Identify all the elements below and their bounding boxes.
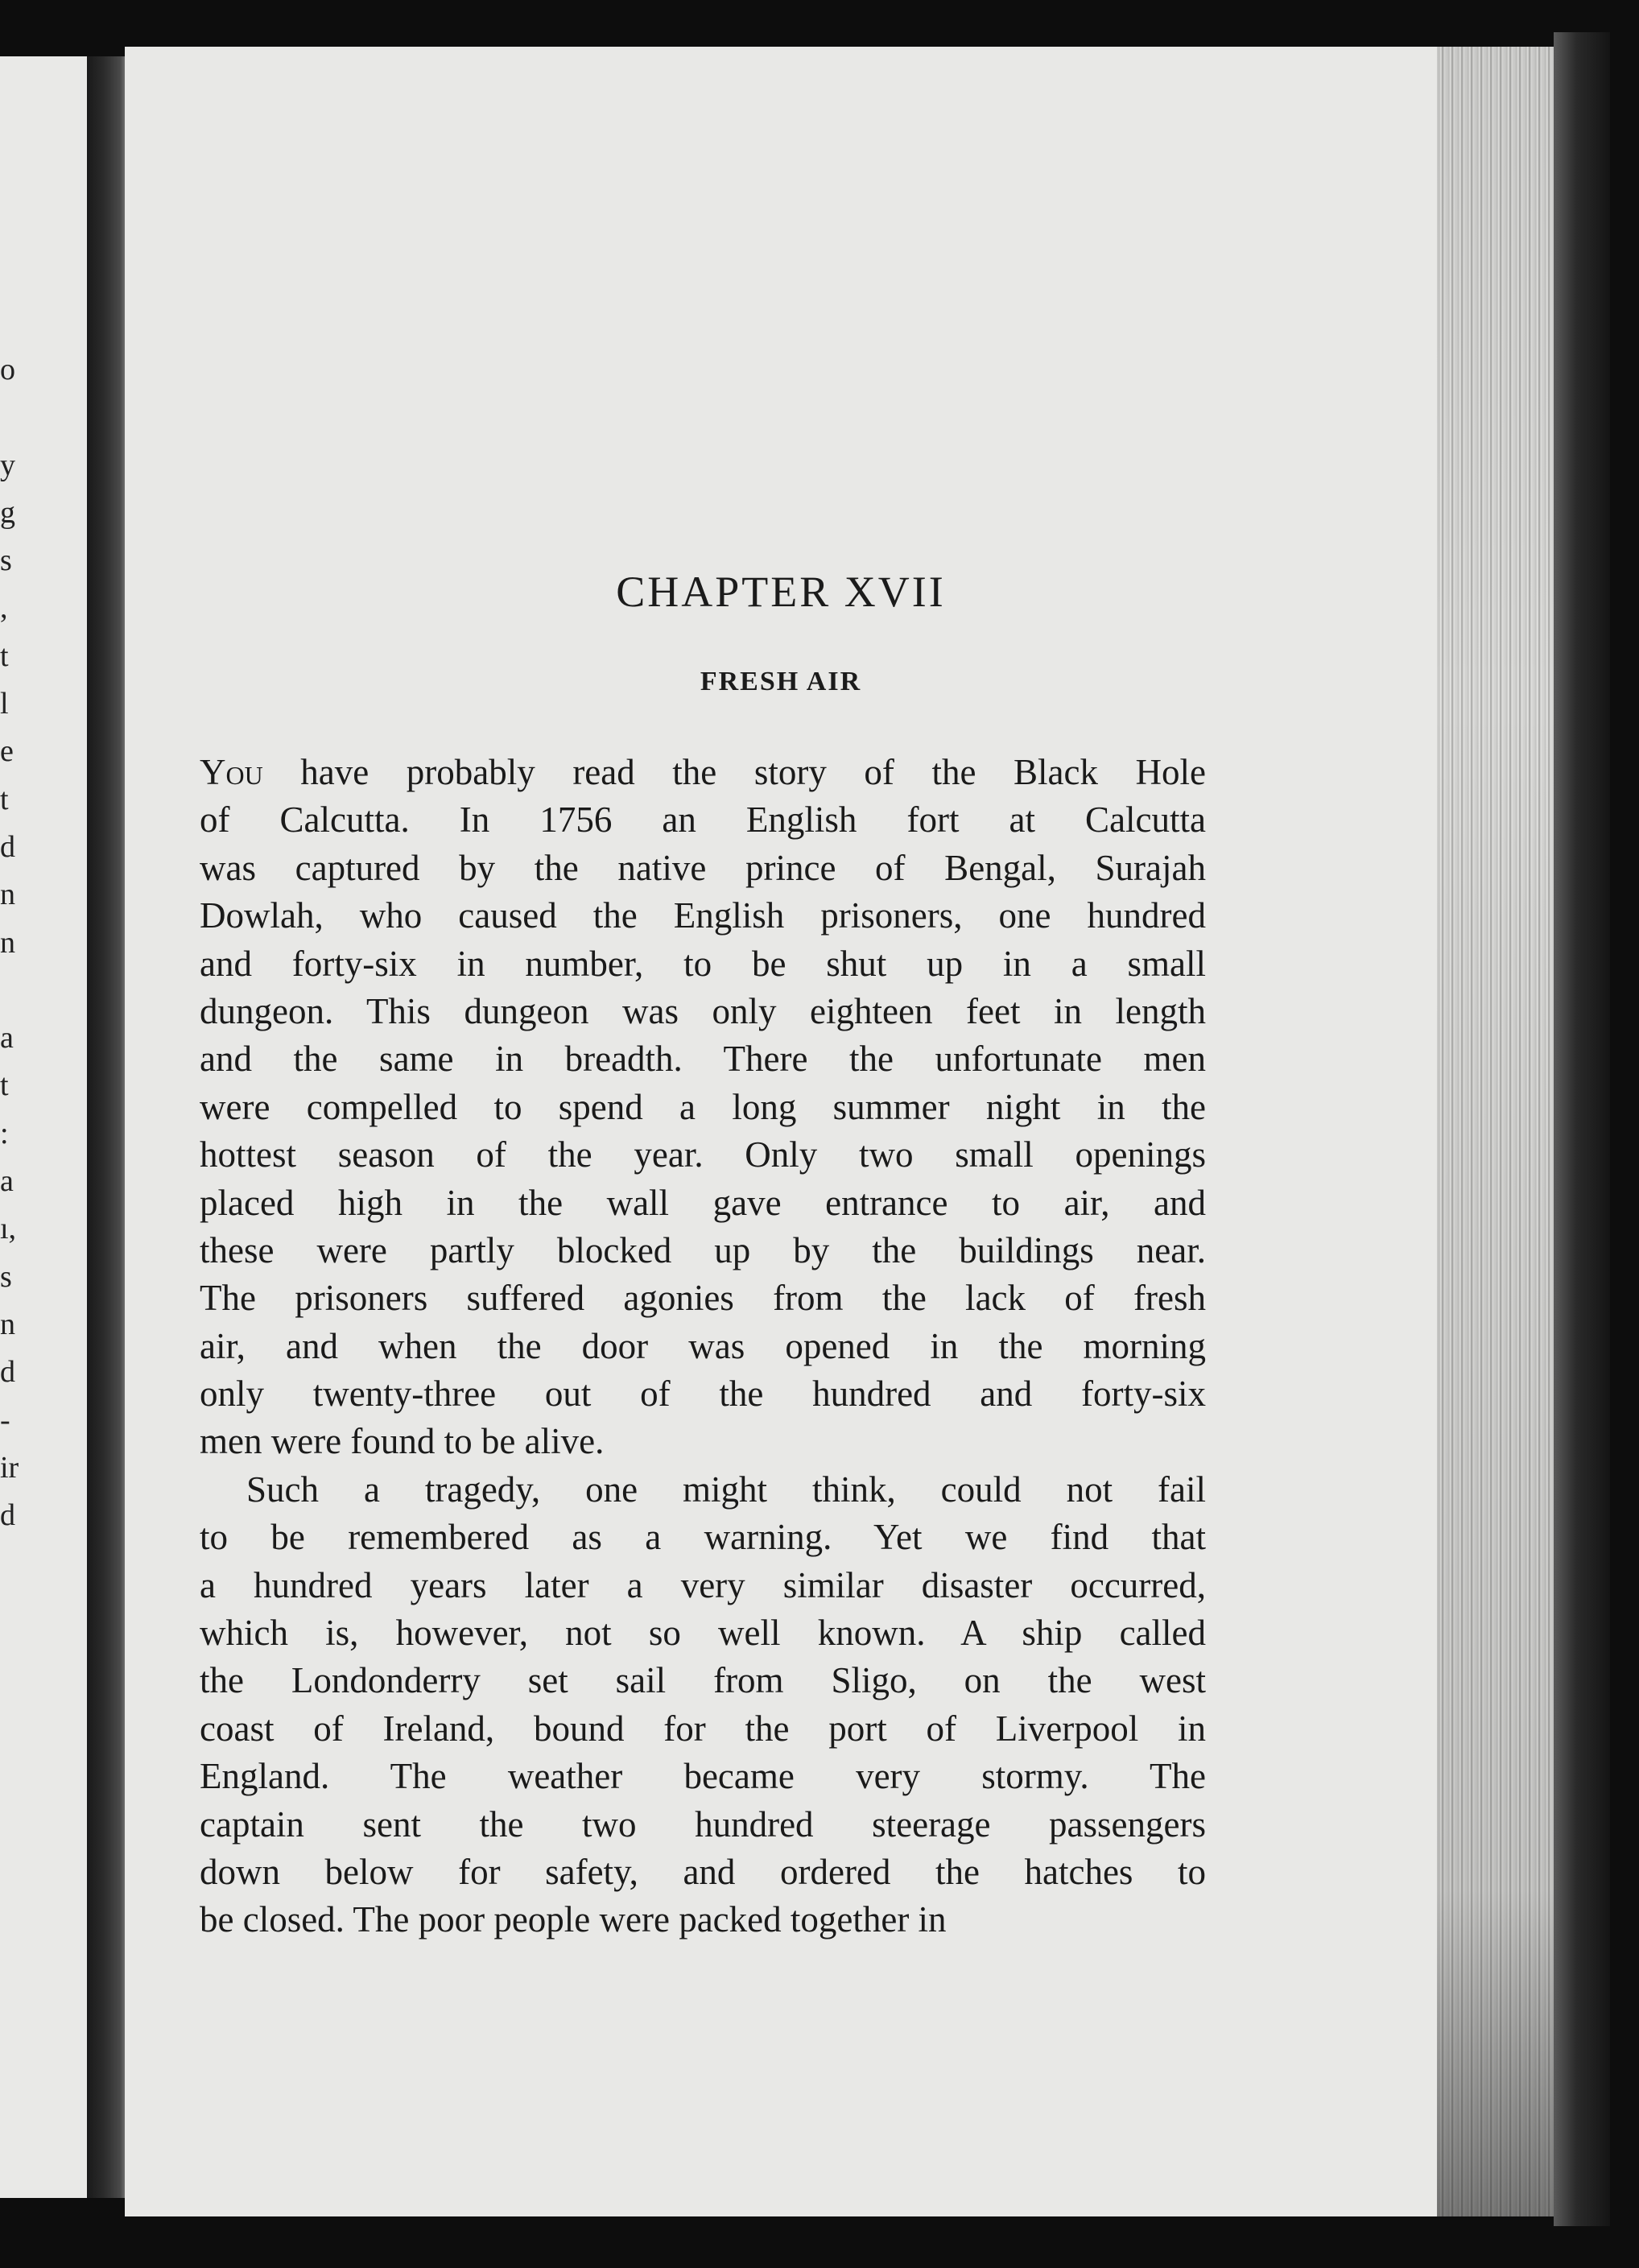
text-line: dungeon. This dungeon was only eighteen feet in length	[200, 990, 1206, 1031]
text-line: to be remembered as a warning. Yet we find that	[200, 1517, 1206, 1558]
text-line: of Calcutta. In 1756 an English fort at Calcutta	[200, 799, 1206, 841]
facing-page-fragment: t	[0, 638, 9, 673]
page-fore-edge	[1437, 47, 1554, 2216]
page-body-text	[200, 749, 1206, 1944]
text-line: be closed. The poor people were packed together in	[200, 1899, 947, 1940]
text-line: England. The weather became very stormy. The	[200, 1756, 1206, 1797]
text-line: captain sent the two hundred steerage passengers	[200, 1803, 1206, 1845]
facing-page-fragment	[0, 967, 32, 1014]
text-line: and forty-six in number, to be shut up in a small	[200, 943, 1206, 984]
text-line: hottest season of the year. Only two small openings	[200, 1134, 1206, 1175]
facing-page-fragment: t	[0, 1068, 9, 1103]
text-line: and the same in breadth. There the unfortunate men	[200, 1039, 1206, 1080]
text-line: were compelled to spend a long summer night in the	[200, 1086, 1206, 1127]
chapter-subtitle: FRESH AIR	[700, 667, 862, 696]
facing-page-fragment: d	[0, 1498, 15, 1533]
facing-page-fragment: a	[0, 1164, 14, 1199]
facing-page-edge	[0, 56, 87, 2198]
text-line: You have probably read the story of the Black Hole	[200, 752, 1206, 792]
facing-page-fragment: ı,	[0, 1212, 17, 1246]
text-line: which is, however, not so well known. A ship called	[200, 1613, 1206, 1654]
facing-page-fragment: a	[0, 1021, 14, 1056]
facing-page-fragment: l	[0, 687, 9, 721]
facing-page-text-fragments	[0, 346, 32, 1539]
facing-page-fragment: s	[0, 1259, 12, 1294]
text-line: only twenty-three out of the hundred and forty-six	[200, 1374, 1206, 1415]
text-line: placed high in the wall gave entrance to air, and	[200, 1182, 1206, 1223]
text-line: was captured by the native prince of Bengal, Surajah	[200, 847, 1206, 888]
text-line: the Londonderry set sail from Sligo, on the west	[200, 1660, 1206, 1701]
text-line: air, and when the door was opened in the morning	[200, 1325, 1206, 1366]
text-line: coast of Ireland, bound for the port of Liverpool in	[200, 1708, 1206, 1749]
facing-page-fragment: n	[0, 1307, 15, 1341]
text-line: The prisoners suffered agonies from the lack of fresh	[200, 1278, 1206, 1319]
text-line: men were found to be alive.	[200, 1421, 605, 1462]
text-line: Such a tragedy, one might think, could not fail	[246, 1469, 1206, 1510]
facing-page-fragment: o	[0, 353, 15, 386]
facing-page-fragment: e	[0, 734, 14, 769]
text-line: Dowlah, who caused the English prisoners, one hundred	[200, 895, 1206, 936]
text-line: down below for safety, and ordered the hatches to	[200, 1851, 1206, 1892]
book-gutter	[87, 56, 129, 2198]
facing-page-fragment: n	[0, 925, 15, 960]
facing-page-fragment: y	[0, 448, 15, 482]
book-cover-edge	[1554, 32, 1610, 2226]
text-line: these were partly blocked up by the buildings near.	[200, 1229, 1206, 1270]
facing-page-fragment: ir	[0, 1450, 19, 1485]
facing-page-fragment: :	[0, 1116, 9, 1151]
facing-page-fragment: g	[0, 495, 15, 530]
facing-page-fragment: t	[0, 782, 9, 816]
facing-page-fragment	[0, 394, 32, 441]
facing-page-fragment: d	[0, 1355, 15, 1390]
opening-word: You	[200, 752, 263, 792]
chapter-title: CHAPTER XVII	[616, 568, 946, 616]
facing-page-fragment: d	[0, 829, 15, 864]
facing-page-fragment: -	[0, 1403, 10, 1437]
facing-page-fragment: n	[0, 878, 15, 912]
facing-page-fragment: ,	[0, 591, 8, 626]
text-line: a hundred years later a very similar disaster occurred,	[200, 1564, 1206, 1605]
facing-page-fragment: s	[0, 543, 12, 578]
